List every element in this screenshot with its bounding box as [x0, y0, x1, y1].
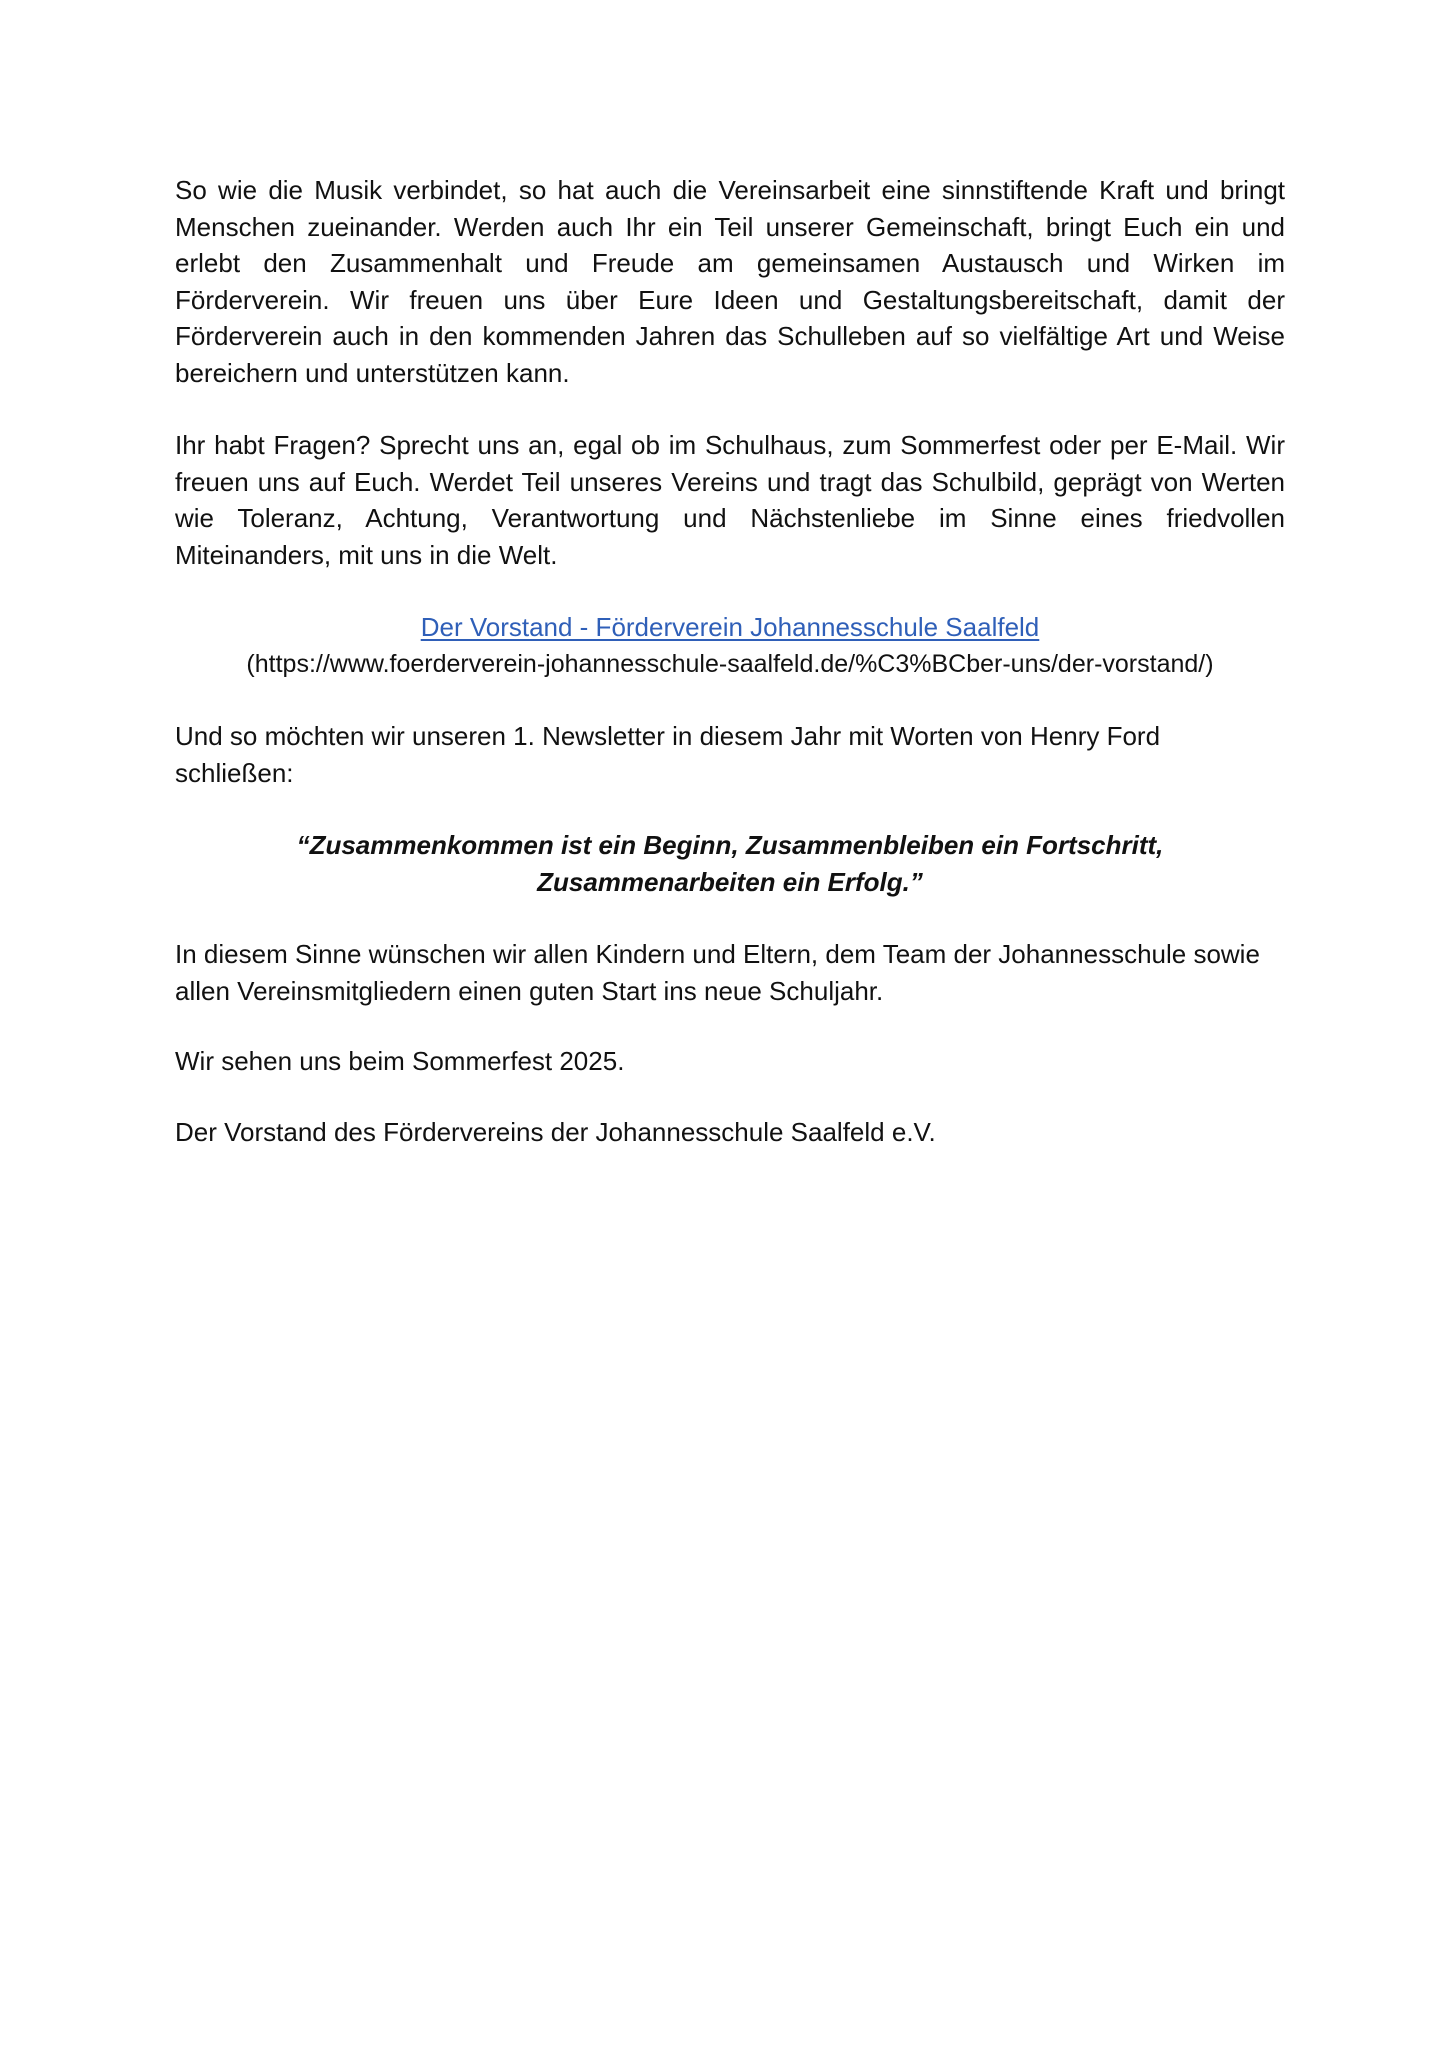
document-page: [175, 172, 1285, 1150]
spacer: [175, 573, 1285, 609]
link-block: [175, 609, 1285, 682]
paragraph-newsletter: Und so möchten wir unseren 1. Newsletter in diesem Jahr mit Worten von Henry Ford schließen:: [175, 721, 1161, 788]
spacer: [175, 900, 1285, 936]
spacer: [175, 1009, 1285, 1043]
spacer: [175, 682, 1285, 718]
paragraph-vereinsarbeit: So wie die Musik verbindet, so hat auch die Vereinsarbeit eine sinnstiftende Kraft und bringt Menschen zueinander. Werden auch Ihr ein Teil unserer Gemeinschaft, bringt Euch ein und erlebt den Zusammenhalt und Freude am gemeinsamen Austausch und Wirken im Förderverein. Wir freuen uns über Eure Ideen und Gestaltungsbereitschaft, damit der Förderverein auch in den kommenden Jahren das Schulleben auf so vielfältige Art und Weise bereichern und unterstützen kann.: [175, 175, 1285, 388]
spacer: [175, 391, 1285, 427]
paragraph-fragen: Ihr habt Fragen? Sprecht uns an, egal ob im Schulhaus, zum Sommerfest oder per E-Mail. Wir freuen uns auf Euch. Werdet Teil unseres Vereins und tragt das Schulbild, geprägt von Werten wie Toleranz, Achtung, Verantwortung und Nächstenliebe im Sinne eines friedvollen Miteinanders, mit uns in die Welt.: [175, 430, 1285, 570]
henry-ford-quote: “Zusammenkommen ist ein Beginn, Zusammenbleiben ein Fortschritt, Zusammenarbeiten ein Erfolg.”: [296, 830, 1164, 897]
vorstand-link[interactable]: Der Vorstand - Förderverein Johannesschule Saalfeld: [420, 612, 1040, 642]
paragraph-sommerfest: Wir sehen uns beim Sommerfest 2025.: [175, 1046, 625, 1076]
spacer: [175, 791, 1285, 827]
spacer: [175, 1080, 1285, 1114]
signature: Der Vorstand des Fördervereins der Johannesschule Saalfeld e.V.: [175, 1116, 936, 1147]
paragraph-wuensche: In diesem Sinne wünschen wir allen Kindern und Eltern, dem Team der Johannesschule sowie allen Vereinsmitgliedern einen guten Start ins neue Schuljahr.: [175, 939, 1260, 1006]
vorstand-url: (https://www.foerderverein-johannesschule-saalfeld.de/%C3%BCber-uns/der-vorstand/): [246, 649, 1214, 678]
